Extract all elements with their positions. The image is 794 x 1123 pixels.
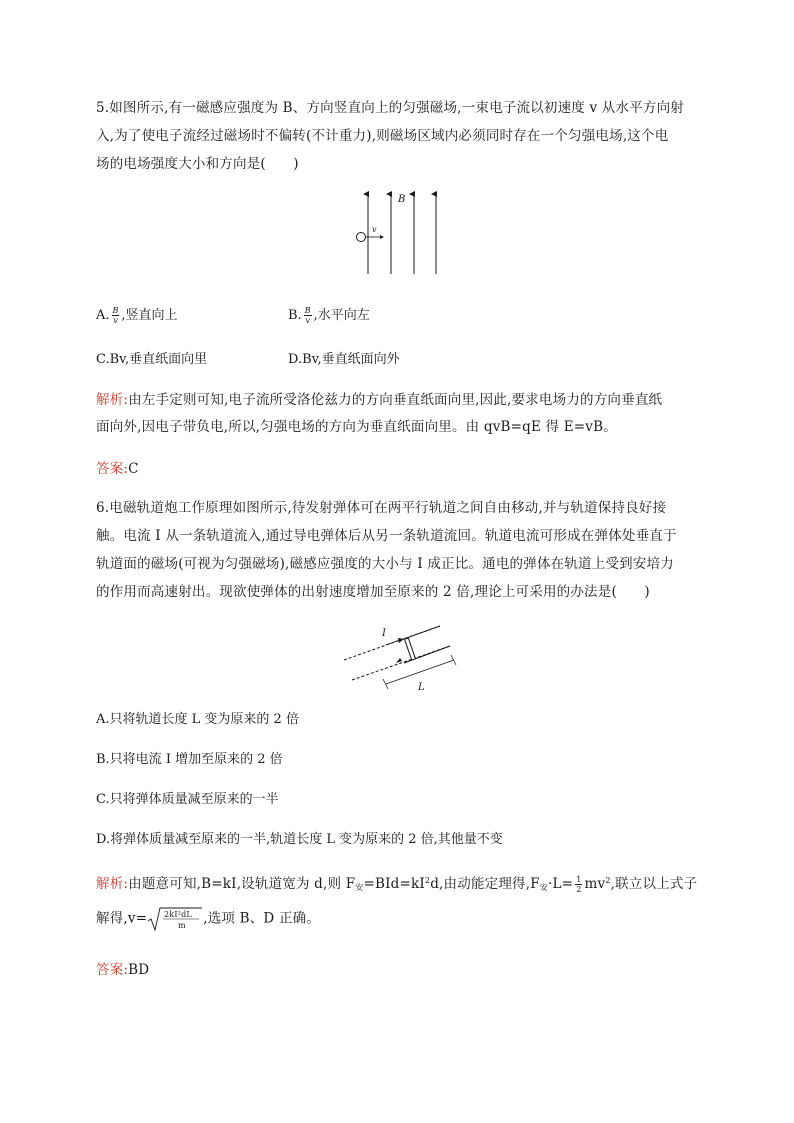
q5-answer-value: C: [128, 461, 139, 477]
q5-analysis-text1: 由左手定则可知,电子流所受洛伦兹力的方向垂直纸面向里,因此,要求电场力的方向垂直纸: [128, 392, 663, 408]
q5-answer: [96, 457, 139, 477]
rail-upper-solid: [398, 626, 440, 641]
q6-analysis-sub2: 安: [539, 883, 549, 892]
q6-stem-line1: 6.电磁轨道炮工作原理如图所示,待发射弹体可在两平行轨道之间自由移动,并与轨道保持良好接: [96, 500, 667, 516]
q5-stem-line3: 场的电场强度大小和方向是( ): [96, 156, 299, 172]
q5-option-b[interactable]: [288, 304, 370, 325]
option-b-text: ,水平向左: [313, 308, 370, 323]
q6-analysis-label: 解析:: [96, 876, 129, 892]
q6-analysis-seg3: d,由动能定理得,F: [430, 876, 540, 892]
q6-analysis-seg8: ,选项 B、D 正确。: [203, 910, 321, 927]
q6-option-a[interactable]: A.只将轨道长度 L 变为原来的 2 倍: [96, 712, 299, 727]
projectile: [405, 638, 416, 660]
length-label-L: L: [418, 682, 425, 693]
q5-option-d[interactable]: D.Bv,垂直纸面向外: [288, 352, 400, 367]
q5-magnetic-field-figure: [350, 186, 450, 281]
q6-analysis-sup2: 2: [605, 876, 611, 885]
q6-analysis-seg6: ,联立以上式子: [610, 876, 698, 892]
current-arrow-in: [386, 640, 400, 645]
q5-answer-label: 答案:: [96, 461, 129, 477]
velocity-label-v: v: [372, 225, 377, 234]
q6-railgun-figure: [338, 614, 468, 694]
q6-option-d[interactable]: D.将弹体质量减至原来的一半,轨道长度 L 变为原来的 2 倍,其他量不变: [96, 832, 503, 847]
q5-option-c[interactable]: C.Bv,垂直纸面向里: [96, 352, 208, 367]
length-tick-left: [383, 679, 388, 689]
q6-answer: [96, 958, 149, 978]
q6-analysis-line2: [96, 906, 320, 932]
option-a-fraction: $\frac{B}{v}$: [112, 306, 119, 325]
svg-text:2kI²dL: 2kI²dL: [164, 910, 193, 919]
length-tick-right: [451, 655, 456, 665]
electron-circle: [357, 233, 366, 242]
q5-stem-line1: 5.如图所示,有一磁感应强度为 B、方向竖直向上的匀强磁场,一束电子流以初速度 v 从水平方向射: [96, 100, 684, 116]
svg-text:m: m: [178, 921, 187, 930]
q5-analysis-line2: 面向外,因电子带负电,所以,匀强电场的方向为垂直纸面向里。由 qvB=qE 得 E=vB。: [96, 419, 617, 435]
current-label-I: I: [382, 628, 386, 639]
q6-analysis-seg4: ·L=: [548, 876, 574, 892]
option-b-prefix: B.: [288, 308, 302, 323]
length-dimension-line: [386, 660, 454, 684]
velocity-arrowhead: [380, 235, 384, 239]
q6-analysis-seg1: 由题意可知,B=kI,设轨道宽为 d,则 F: [128, 876, 356, 892]
q6-analysis-seg7: 解得,v=: [96, 910, 148, 927]
q6-analysis-seg5: mv: [584, 876, 606, 892]
q5-option-a[interactable]: [96, 304, 178, 325]
q6-stem-line4: 的作用而高速射出。现欲使弹体的出射速度增加至原来的 2 倍,理论上可采用的办法是( ): [96, 584, 650, 600]
field-label-B: B: [398, 194, 406, 205]
q6-option-c[interactable]: C.只将弹体质量减至原来的一半: [96, 792, 279, 807]
current-arrowhead-out: [396, 658, 402, 663]
q6-analysis-sub1: 安: [355, 883, 364, 892]
q6-analysis-half-fraction: $\frac{1}{2}$: [576, 875, 582, 894]
q5-analysis-label: 解析:: [96, 392, 129, 408]
option-a-text: ,竖直向上: [121, 308, 178, 323]
q6-analysis-line1: [96, 872, 697, 894]
q6-stem-line2: 触。电流 I 从一条轨道流入,通过导电弹体后从另一条轨道流回。轨道电流可形成在弹体处垂直于: [96, 528, 677, 544]
option-a-prefix: A.: [96, 308, 110, 323]
q5-analysis-line1: [96, 388, 662, 408]
q6-analysis-sup1: 2: [424, 876, 431, 885]
q6-sqrt-expression: [147, 906, 203, 932]
q5-stem-line2: 入,为了使电子流经过磁场时不偏转(不计重力),则磁场区域内必须同时存在一个匀强电场,这个电: [96, 128, 669, 144]
q6-analysis-seg2: =BId=kI: [363, 876, 425, 892]
q6-answer-value: BD: [128, 962, 150, 978]
q6-stem-line3: 轨道面的磁场(可视为匀强磁场),磁感应强度的大小与 I 成正比。通电的弹体在轨道上受到安培力: [96, 556, 674, 572]
q6-answer-label: 答案:: [96, 962, 129, 978]
option-b-fraction: $\frac{B}{v}$: [304, 306, 311, 325]
q6-option-b[interactable]: B.只将电流 I 增加至原来的 2 倍: [96, 752, 283, 767]
sqrt-sign-icon: [147, 906, 203, 932]
